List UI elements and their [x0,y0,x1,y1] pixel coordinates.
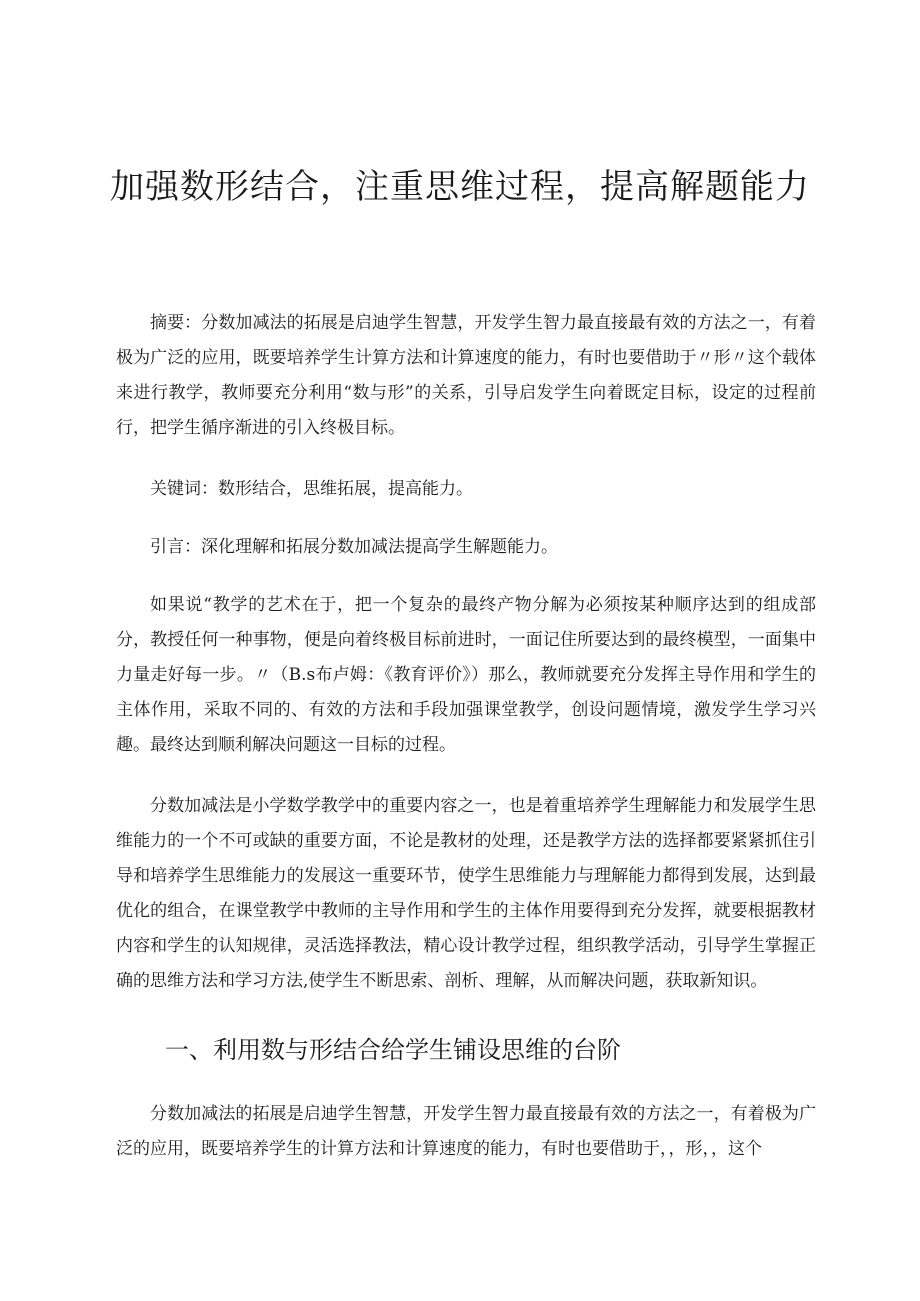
document-title: 加强数形结合，注重思维过程，提高解题能力 [110,167,810,207]
quote-paragraph: 如果说“教学的艺术在于，把一个复杂的最终产物分解为必须按某种顺序达到的组成部分，教授任何一种事物，便是向着终极目标前进时，一面记住所要达到的最终模型，一面集中力量走好每一步。〃（B.s布卢姆：《教育评价》）那么，教师就要充分发挥主导作用和学生的主体作用，采取不同的、有效的方法和手段加强课堂教学，创设问题情境，激发学生学习兴趣。最终达到顺利解决问题这一目标的过程。 [116,595,816,755]
section-paragraph: 分数加减法的拓展是启迪学生智慧，开发学生智力最直接最有效的方法之一，有着极为广泛的应用，既要培养学生的计算方法和计算速度的能力，有时也要借助于，，形，，这个 [116,1104,816,1159]
main-paragraph: 分数加减法是小学数学教学中的重要内容之一，也是着重培养学生理解能力和发展学生思维能力的一个不可或缺的重要方面，不论是教材的处理，还是教学方法的选择都要紧紧抓住引导和培养学生思维能力的发展这一重要环节，使学生思维能力与理解能力都得到发展，达到最优化的组合，在课堂教学中教师的主导作用和学生的主体作用要得到充分发挥，就要根据教材内容和学生的认知规律，灵活选择教法，精心设计教学过程，组织教学活动，引导学生掌握正确的思维方法和学习方法,使学生不断思索、剖析、理解，从而解决问题，获取新知识。 [116,796,816,991]
abstract-paragraph: 摘要：分数加减法的拓展是启迪学生智慧，开发学生智力最直接最有效的方法之一，有着极为广泛的应用，既要培养学生计算方法和计算速度的能力，有时也要借助于〃形〃这个载体来进行教学，教师要充分利用“数与形”的关系，引导启发学生向着既定目标，设定的过程前行，把学生循序渐进的引入终极目标。 [116,313,816,438]
keywords-paragraph: 关键词：数形结合，思维拓展，提高能力。 [150,479,473,499]
section-heading: 一、利用数与形结合给学生铺设思维的台阶 [165,1036,621,1064]
intro-paragraph: 引言：深化理解和拓展分数加减法提高学生解题能力。 [150,537,558,557]
